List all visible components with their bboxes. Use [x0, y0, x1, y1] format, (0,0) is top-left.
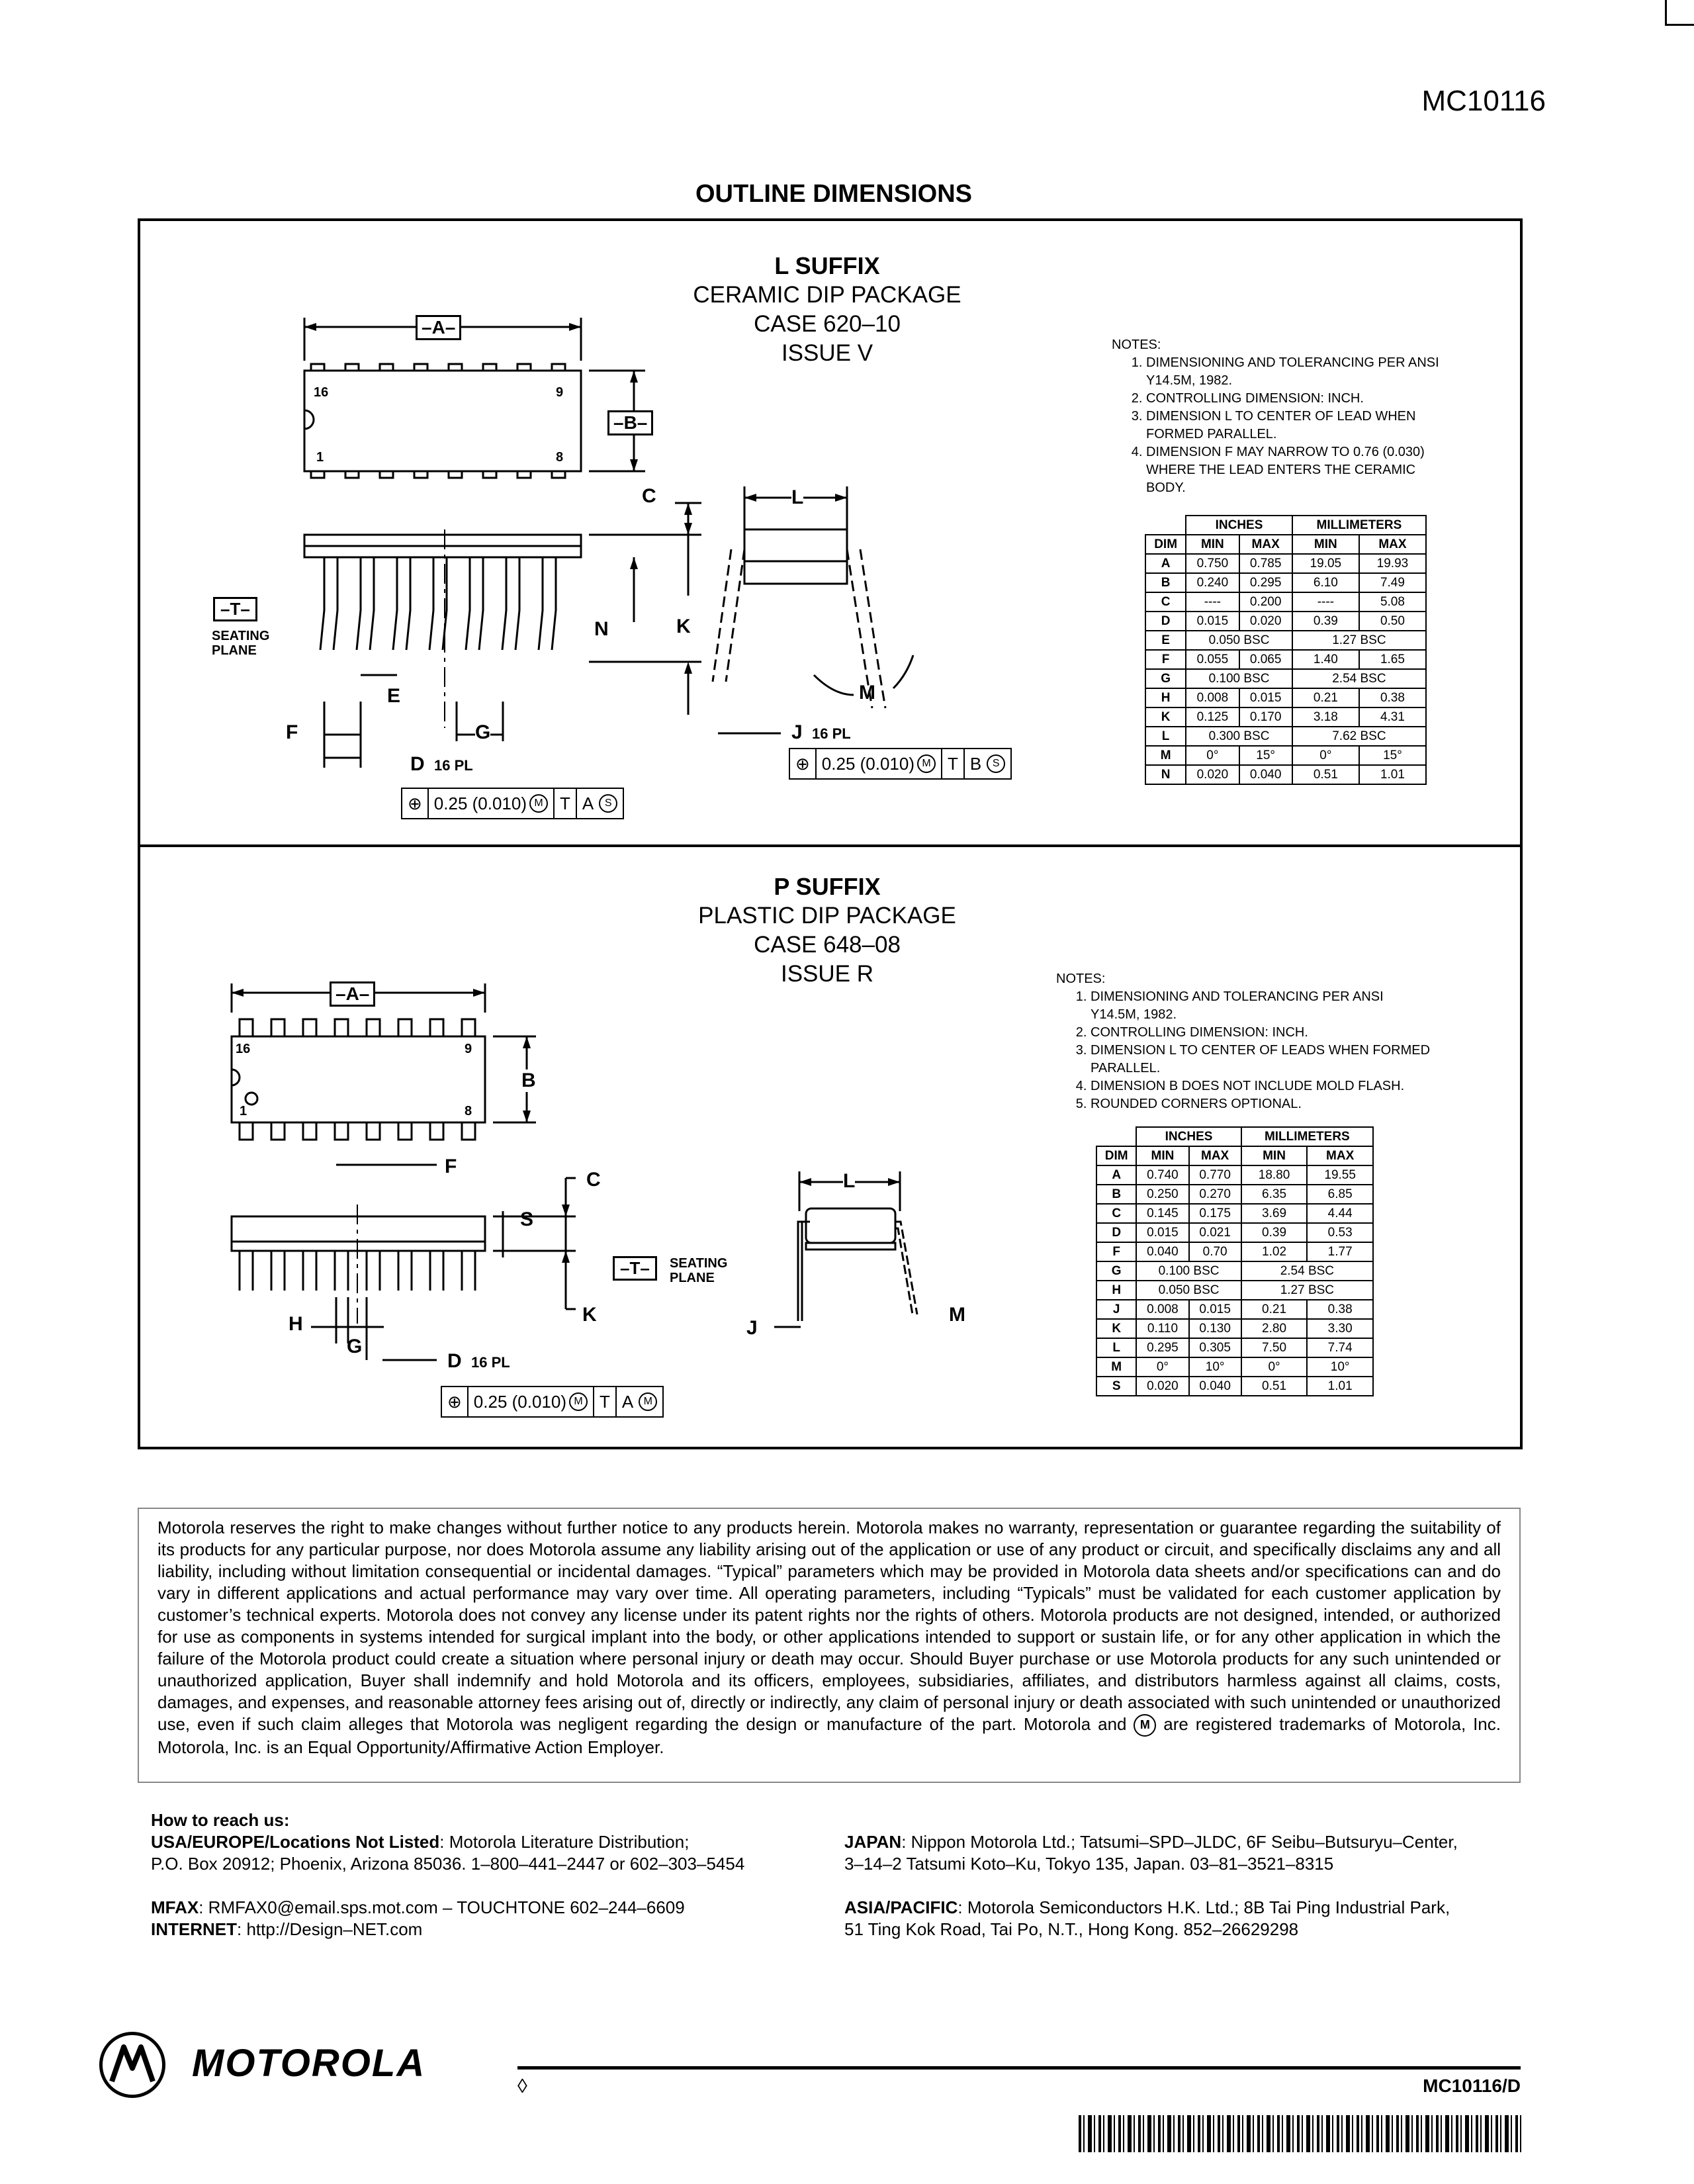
l-table-cell: 0° — [1292, 746, 1359, 765]
l-note: 3. DIMENSION L TO CENTER OF LEAD WHEN FORMED PARALLEL. — [1146, 408, 1456, 443]
l-label-d — [410, 753, 473, 776]
motorola-batwing-icon: M — [1134, 1714, 1156, 1737]
l-label-g: G — [475, 721, 491, 743]
contact-japan-text: : Nippon Motorola Ltd.; Tatsumi–SPD–JLDC, 6F Seibu–Butsuryu–Center, — [901, 1832, 1458, 1852]
contact-mfax-text: : RMFAX0@email.sps.mot.com – TOUCHTONE 602–244–6609 — [199, 1897, 685, 1917]
p-table-cell: 0° — [1241, 1357, 1308, 1377]
p-label-t: –T– — [613, 1256, 657, 1281]
l-plane: PLANE — [212, 643, 257, 658]
p-table-cell: 6.85 — [1307, 1185, 1373, 1204]
l-table-cell: 1.01 — [1359, 765, 1426, 784]
p-tol1-value: 0.25 (0.010) — [473, 1391, 567, 1412]
l-label-m: M — [859, 682, 875, 704]
p-pin16: 16 — [236, 1042, 251, 1056]
l-top-body — [304, 371, 581, 471]
p-table-cell: 4.44 — [1307, 1204, 1373, 1223]
l-label-t: –T– — [213, 597, 257, 621]
p-plane: PLANE — [670, 1271, 715, 1285]
p-label-c: C — [586, 1169, 601, 1191]
section-title: OUTLINE DIMENSIONS — [695, 180, 973, 208]
l-top-pins — [311, 364, 565, 478]
p-table-cell: L — [1096, 1338, 1136, 1357]
l-table-row — [1145, 727, 1426, 746]
l-tol1-ref1: T — [555, 789, 577, 818]
l-label-a: –A– — [416, 315, 461, 340]
p-label-j: J — [746, 1317, 758, 1339]
l-label-k: K — [676, 615, 691, 637]
p-table-row — [1096, 1338, 1373, 1357]
p-table-cell: 6.35 — [1241, 1185, 1308, 1204]
p-table-cell: 0.53 — [1307, 1223, 1373, 1242]
p-table-cell: 10° — [1189, 1357, 1241, 1377]
p-label-f: F — [445, 1156, 457, 1177]
p-pin9: 9 — [465, 1042, 472, 1056]
l-table-row — [1145, 746, 1426, 765]
contact-right — [844, 1831, 1533, 1940]
l-table-cell: 0.300 BSC — [1186, 727, 1292, 746]
position-icon: ⊕ — [402, 789, 429, 818]
l-note: 4. DIMENSION F MAY NARROW TO 0.76 (0.030) WHERE THE LEAD ENTERS THE CERAMIC BODY. — [1146, 443, 1456, 497]
l-table-cell: E — [1145, 631, 1186, 650]
p-d-count: 16 PL — [471, 1354, 510, 1371]
disclaimer-text: Motorola reserves the right to make changes without further notice to any products herein. Motorola makes no warranty, representation or guarantee regarding the suitability of its products for any particular purpose, nor does Motorola assume any liability arising out of the application or use of any product or circuit, and specifically disclaims any and all liability, including without limitation consequential or incidental damages. “Typical” parameters which may be provided in Motorola data sheets and/or specifications can and do vary in different applications and actual performance may vary over time. All operating parameters, including “Typicals” must be validated for each customer application by customer’s technical experts. Motorola does not convey any license under its patent rights nor the rights of others. Motorola products are not designed, intended, or authorized for use as components in systems intended for surgical implant into the body, or other applications intended to support or sustain life, or for any other application in which the failure of the Motorola product could create a situation where personal injury or death may occur. Should Buyer purchase or use Motorola products for any such unintended or unauthorized application, Buyer shall indemnify and hold Motorola and its officers, employees, subsidiaries, affiliates, and distributors harmless against all claims, costs, damages, and expenses, and reasonable attorney fees arising out of, directly or indirectly, any claim of personal injury or death associated with such unintended or unauthorized use, even if such claim alleges that Motorola was negligent regarding the design or manufacture of the part. Motorola and — [157, 1518, 1501, 1734]
l-table-cell: 0.240 — [1186, 573, 1239, 592]
p-note: 5. ROUNDED CORNERS OPTIONAL. — [1091, 1095, 1433, 1113]
contact-usa-text: : Motorola Literature Distribution; — [439, 1832, 690, 1852]
p-label-a: –A– — [330, 981, 375, 1007]
p-side-body — [232, 1216, 485, 1242]
p-table-cell: 10° — [1307, 1357, 1373, 1377]
l-table-cell: ---- — [1186, 592, 1239, 612]
p-table-cell: 0.270 — [1189, 1185, 1241, 1204]
l-tolerance-frame-2 — [789, 748, 1012, 780]
l-table-cell: 7.62 BSC — [1292, 727, 1426, 746]
l-table-cell: 0.015 — [1239, 688, 1292, 707]
p-group-inches: INCHES — [1136, 1127, 1241, 1146]
part-number: MC10116 — [1421, 85, 1546, 117]
p-tol1-mod: M — [569, 1392, 588, 1411]
p-table-cell: 0.38 — [1307, 1300, 1373, 1319]
p-table-row — [1096, 1319, 1373, 1338]
p-table-cell: 1.77 — [1307, 1242, 1373, 1261]
l-table-row — [1145, 612, 1426, 631]
l-table-cell: 0.295 — [1239, 573, 1292, 592]
p-table-cell: 0.015 — [1136, 1223, 1188, 1242]
contact-left — [151, 1809, 846, 1940]
p-label-s: S — [520, 1208, 534, 1230]
l-tol1-value: 0.25 (0.010) — [433, 793, 527, 813]
l-tol1-ref2: A — [582, 793, 594, 813]
footer-diamond: ◊ — [517, 2075, 527, 2097]
l-tolerance-frame-1 — [401, 788, 624, 819]
p-tol1-ref1: T — [594, 1387, 617, 1416]
p-table-cell: 2.54 BSC — [1241, 1261, 1373, 1281]
l-table-cell: 15° — [1359, 746, 1426, 765]
p-note: 4. DIMENSION B DOES NOT INCLUDE MOLD FLASH. — [1091, 1077, 1433, 1095]
p-table-cell: 0.020 — [1136, 1377, 1188, 1396]
l-seating: SEATING — [212, 629, 270, 643]
p-table-cell: 0.295 — [1136, 1338, 1188, 1357]
l-table-cell: 0.008 — [1186, 688, 1239, 707]
l-table-cell: L — [1145, 727, 1186, 746]
l-table-cell: 0.785 — [1239, 554, 1292, 573]
p-table-cell: 0.145 — [1136, 1204, 1188, 1223]
p-table-cell: 1.27 BSC — [1241, 1281, 1373, 1300]
p-table-cell: 0.130 — [1189, 1319, 1241, 1338]
l-pin9: 9 — [556, 385, 564, 400]
p-tol1-ref3: M — [639, 1392, 657, 1411]
l-pin16: 16 — [314, 385, 329, 400]
p-label-l: L — [843, 1170, 856, 1192]
contact-asia-text: : Motorola Semiconductors H.K. Ltd.; 8B Tai Ping Industrial Park, — [958, 1897, 1450, 1917]
l-note: 2. CONTROLLING DIMENSION: INCH. — [1146, 390, 1456, 408]
l-table-cell: 0.020 — [1186, 765, 1239, 784]
l-tol2-ref2: B — [969, 753, 982, 774]
p-notes — [1056, 970, 1433, 1113]
p-label-m: M — [949, 1304, 965, 1326]
p-table-cell: K — [1096, 1319, 1136, 1338]
p-table-cell: 0.175 — [1189, 1204, 1241, 1223]
l-label-n: N — [594, 618, 609, 640]
l-table-cell: M — [1145, 746, 1186, 765]
l-tol2-ref1: T — [942, 749, 965, 778]
contact-japan-label: JAPAN — [844, 1832, 902, 1852]
barcode-icon — [1079, 2115, 1522, 2152]
l-table-cell: H — [1145, 688, 1186, 707]
l-table-cell: 1.27 BSC — [1292, 631, 1426, 650]
doc-number: MC10116/D — [1423, 2075, 1521, 2096]
l-table-cell: 0.170 — [1239, 707, 1292, 727]
p-table-cell: M — [1096, 1357, 1136, 1377]
l-table-cell: 0.065 — [1239, 650, 1292, 669]
p-top-body — [232, 1036, 485, 1122]
l-j-count: 16 PL — [812, 725, 851, 742]
l-table-cell: 19.93 — [1359, 554, 1426, 573]
l-group-inches: INCHES — [1186, 516, 1292, 535]
l-tol2-mod: M — [917, 754, 936, 773]
l-notes — [1112, 336, 1456, 497]
p-table-row — [1096, 1242, 1373, 1261]
l-table-row — [1145, 669, 1426, 688]
l-label-j — [791, 721, 851, 744]
l-table-cell: 1.40 — [1292, 650, 1359, 669]
l-table-cell: 6.10 — [1292, 573, 1359, 592]
l-table-cell: 0.38 — [1359, 688, 1426, 707]
l-pin1: 1 — [316, 450, 324, 465]
p-label-k: K — [582, 1304, 597, 1326]
l-end-body — [744, 529, 847, 561]
l-package-name: CERAMIC DIP PACKAGE — [693, 282, 961, 308]
p-table-row — [1096, 1223, 1373, 1242]
l-table-cell: 1.65 — [1359, 650, 1426, 669]
footer-rule — [517, 2066, 1521, 2070]
p-table-cell: 7.50 — [1241, 1338, 1308, 1357]
l-tol1-mod: M — [529, 794, 548, 813]
p-table-cell: 1.02 — [1241, 1242, 1308, 1261]
l-table-cell: 4.31 — [1359, 707, 1426, 727]
l-table-cell: 0.020 — [1239, 612, 1292, 631]
contact-japan-line2: 3–14–2 Tatsumi Koto–Ku, Tokyo 135, Japan. 03–81–3521–8315 — [844, 1854, 1334, 1874]
p-seating: SEATING — [670, 1256, 728, 1271]
p-d-letter: D — [447, 1350, 462, 1372]
l-pin8: 8 — [556, 450, 564, 465]
l-table-row — [1145, 592, 1426, 612]
p-table-cell: H — [1096, 1281, 1136, 1300]
l-suffix: L SUFFIX — [774, 252, 880, 279]
l-table-cell: 0.040 — [1239, 765, 1292, 784]
p-table-cell: 0.250 — [1136, 1185, 1188, 1204]
p-pin8: 8 — [465, 1104, 472, 1118]
p-table-cell: 2.80 — [1241, 1319, 1308, 1338]
contact-mfax-label: MFAX — [151, 1897, 199, 1917]
l-issue: ISSUE V — [781, 340, 873, 366]
p-note: 1. DIMENSIONING AND TOLERANCING PER ANSI Y14.5M, 1982. — [1091, 988, 1433, 1024]
p-table-row — [1096, 1300, 1373, 1319]
p-table-cell: 0.021 — [1189, 1223, 1241, 1242]
l-table-cell: C — [1145, 592, 1186, 612]
l-table-cell: 0.750 — [1186, 554, 1239, 573]
l-table-cell: 15° — [1239, 746, 1292, 765]
p-table-cell: 0.305 — [1189, 1338, 1241, 1357]
l-table-cell: 0.125 — [1186, 707, 1239, 727]
p-table-row — [1096, 1357, 1373, 1377]
position-icon: ⊕ — [790, 749, 817, 778]
p-label-h: H — [289, 1313, 303, 1335]
p-end-body — [806, 1208, 895, 1243]
l-table-cell: 0° — [1186, 746, 1239, 765]
p-table-row — [1096, 1281, 1373, 1300]
l-notch — [304, 410, 314, 429]
l-table-row — [1145, 650, 1426, 669]
l-table-cell: 0.200 — [1239, 592, 1292, 612]
l-table-cell: D — [1145, 612, 1186, 631]
p-table-cell: 0.008 — [1136, 1300, 1188, 1319]
p-table-cell: 1.01 — [1307, 1377, 1373, 1396]
p-table-cell: 0.050 BSC — [1136, 1281, 1241, 1300]
p-table-cell: 0.51 — [1241, 1377, 1308, 1396]
contact-heading: How to reach us: — [151, 1810, 290, 1830]
l-table-cell: 0.50 — [1359, 612, 1426, 631]
l-table-cell: ---- — [1292, 592, 1359, 612]
l-d-letter: D — [410, 753, 425, 775]
p-issue: ISSUE R — [780, 961, 874, 987]
p-table-cell: 3.69 — [1241, 1204, 1308, 1223]
position-icon: ⊕ — [442, 1387, 468, 1416]
l-group-mm: MILLIMETERS — [1292, 516, 1426, 535]
contact-asia-line2: 51 Ting Kok Road, Tai Po, N.T., Hong Kong. 852–26629298 — [844, 1919, 1299, 1939]
p-table-cell: 0.110 — [1136, 1319, 1188, 1338]
l-table-cell: F — [1145, 650, 1186, 669]
p-table-cell: 18.80 — [1241, 1165, 1308, 1185]
l-table-cell: 2.54 BSC — [1292, 669, 1426, 688]
p-table-cell: 0.015 — [1189, 1300, 1241, 1319]
p-pin1: 1 — [240, 1104, 247, 1118]
l-notes-header: NOTES: — [1112, 338, 1161, 352]
l-table-cell: B — [1145, 573, 1186, 592]
contact-usa-label: USA/EUROPE/Locations Not Listed — [151, 1832, 440, 1852]
p-table-cell: 7.74 — [1307, 1338, 1373, 1357]
l-table-cell: 0.050 BSC — [1186, 631, 1292, 650]
l-table-cell: 0.015 — [1186, 612, 1239, 631]
p-table-cell: 3.30 — [1307, 1319, 1373, 1338]
l-dimension-table: INCHES MILLIMETERS DIM MIN MAX MIN MAX A 0.750 0.785 19.05 19.93 B 0.240 0.295 6.10 7.49 C ---- 0.200 ---- 5.08 D 0.015 0.020 0.39 0.50 E 0.050 BSC 1.27 BSC F 0.055 0.065 1.40 1.65 G 0.100 BSC 2.54 BSC H 0.008 0.015 0.21 0.38 K 0.125 0.170 3.18 4.31 L 0.300 BSC 7.62 BSC M 0° 15° 0° 15° N 0.020 0.040 0.51 1.01 — [1145, 515, 1427, 785]
p-tol1-ref2: A — [621, 1391, 634, 1412]
l-table-row — [1145, 573, 1426, 592]
l-note: 1. DIMENSIONING AND TOLERANCING PER ANSI Y14.5M, 1982. — [1146, 354, 1456, 390]
p-note: 3. DIMENSION L TO CENTER OF LEADS WHEN FORMED PARALLEL. — [1091, 1042, 1433, 1077]
l-label-b: –B– — [607, 410, 653, 435]
p-table-cell: 0.39 — [1241, 1223, 1308, 1242]
p-table-cell: J — [1096, 1300, 1136, 1319]
l-table-row — [1145, 765, 1426, 784]
l-table-cell: 19.05 — [1292, 554, 1359, 573]
p-table-cell: 0.040 — [1136, 1242, 1188, 1261]
motorola-logo-icon — [99, 2032, 165, 2098]
l-case: CASE 620–10 — [754, 311, 901, 337]
p-table-cell: A — [1096, 1165, 1136, 1185]
l-table-cell: K — [1145, 707, 1186, 727]
motorola-wordmark: MOTOROLA — [192, 2042, 426, 2085]
l-j-letter: J — [791, 721, 803, 743]
p-label-d — [447, 1350, 510, 1373]
l-table-cell: 0.055 — [1186, 650, 1239, 669]
p-table-row — [1096, 1204, 1373, 1223]
l-side-leads — [320, 557, 556, 650]
p-table-cell: D — [1096, 1223, 1136, 1242]
p-table-cell: F — [1096, 1242, 1136, 1261]
disclaimer-box — [138, 1508, 1521, 1783]
p-table-row — [1096, 1185, 1373, 1204]
p-table-cell: 0.040 — [1189, 1377, 1241, 1396]
contact-asia-label: ASIA/PACIFIC — [844, 1897, 958, 1917]
l-tol2-value: 0.25 (0.010) — [821, 753, 915, 774]
p-table-cell: G — [1096, 1261, 1136, 1281]
l-table-cell: A — [1145, 554, 1186, 573]
l-label-c: C — [642, 485, 656, 507]
p-dimension-table: INCHES MILLIMETERS DIM MIN MAX MIN MAX A 0.740 0.770 18.80 19.55 B 0.250 0.270 6.35 6.85 C 0.145 0.175 3.69 4.44 D 0.015 0.021 0.39 0.53 F 0.040 0.70 1.02 1.77 G 0.100 BSC 2.54 BSC H 0.050 BSC 1.27 BSC J 0.008 0.015 0.21 0.38 K 0.110 0.130 2.80 3.30 L 0.295 0.305 7.50 7.74 M 0° 10° 0° 10° S 0.020 0.040 0.51 1.01 — [1096, 1126, 1374, 1396]
l-table-row — [1145, 707, 1426, 727]
p-label-b: B — [521, 1069, 536, 1091]
l-table-cell: 5.08 — [1359, 592, 1426, 612]
disclaimer-text-tail: are registered trademarks of Motorola, Inc. Motorola, Inc. is an Equal Opportunity/Affirmative Action Employer. — [157, 1714, 1501, 1758]
p-case: CASE 648–08 — [754, 932, 901, 958]
l-table-row — [1145, 554, 1426, 573]
l-table-cell: G — [1145, 669, 1186, 688]
p-table-cell: 19.55 — [1307, 1165, 1373, 1185]
l-table-cell: 7.49 — [1359, 573, 1426, 592]
l-table-cell: 0.39 — [1292, 612, 1359, 631]
p-table-row — [1096, 1165, 1373, 1185]
l-angle-m — [814, 675, 854, 695]
p-table-cell: 0.70 — [1189, 1242, 1241, 1261]
p-table-cell: 0° — [1136, 1357, 1188, 1377]
contact-usa-line2: P.O. Box 20912; Phoenix, Arizona 85036. 1–800–441–2447 or 602–303–5454 — [151, 1854, 745, 1874]
p-suffix: P SUFFIX — [774, 873, 881, 900]
l-label-e: E — [387, 685, 401, 707]
l-table-cell: 0.100 BSC — [1186, 669, 1292, 688]
l-table-cell: N — [1145, 765, 1186, 784]
l-tol1-ref3: S — [599, 794, 617, 813]
contact-internet-text: : http://Design–NET.com — [237, 1919, 423, 1939]
p-table-cell: 0.21 — [1241, 1300, 1308, 1319]
p-table-row — [1096, 1377, 1373, 1396]
l-table-cell: 0.21 — [1292, 688, 1359, 707]
p-table-row — [1096, 1261, 1373, 1281]
l-tol2-ref3: S — [987, 754, 1005, 773]
l-label-l: L — [791, 486, 804, 508]
contact-internet-label: INTERNET — [151, 1919, 237, 1939]
p-package-drawing — [0, 844, 1694, 1449]
p-package-name: PLASTIC DIP PACKAGE — [698, 903, 956, 929]
l-label-f: F — [286, 721, 298, 743]
l-table-row — [1145, 631, 1426, 650]
p-note: 2. CONTROLLING DIMENSION: INCH. — [1091, 1024, 1433, 1042]
l-table-row — [1145, 688, 1426, 707]
p-table-cell: B — [1096, 1185, 1136, 1204]
l-table-cell: 0.51 — [1292, 765, 1359, 784]
p-group-mm: MILLIMETERS — [1241, 1127, 1373, 1146]
p-table-cell: 0.740 — [1136, 1165, 1188, 1185]
l-table-cell: 3.18 — [1292, 707, 1359, 727]
p-table-cell: S — [1096, 1377, 1136, 1396]
p-notes-header: NOTES: — [1056, 972, 1106, 986]
p-label-g: G — [347, 1336, 363, 1357]
p-tolerance-frame-1 — [441, 1386, 664, 1418]
p-table-cell: 0.100 BSC — [1136, 1261, 1241, 1281]
p-table-cell: C — [1096, 1204, 1136, 1223]
p-table-cell: 0.770 — [1189, 1165, 1241, 1185]
l-d-count: 16 PL — [434, 757, 473, 774]
